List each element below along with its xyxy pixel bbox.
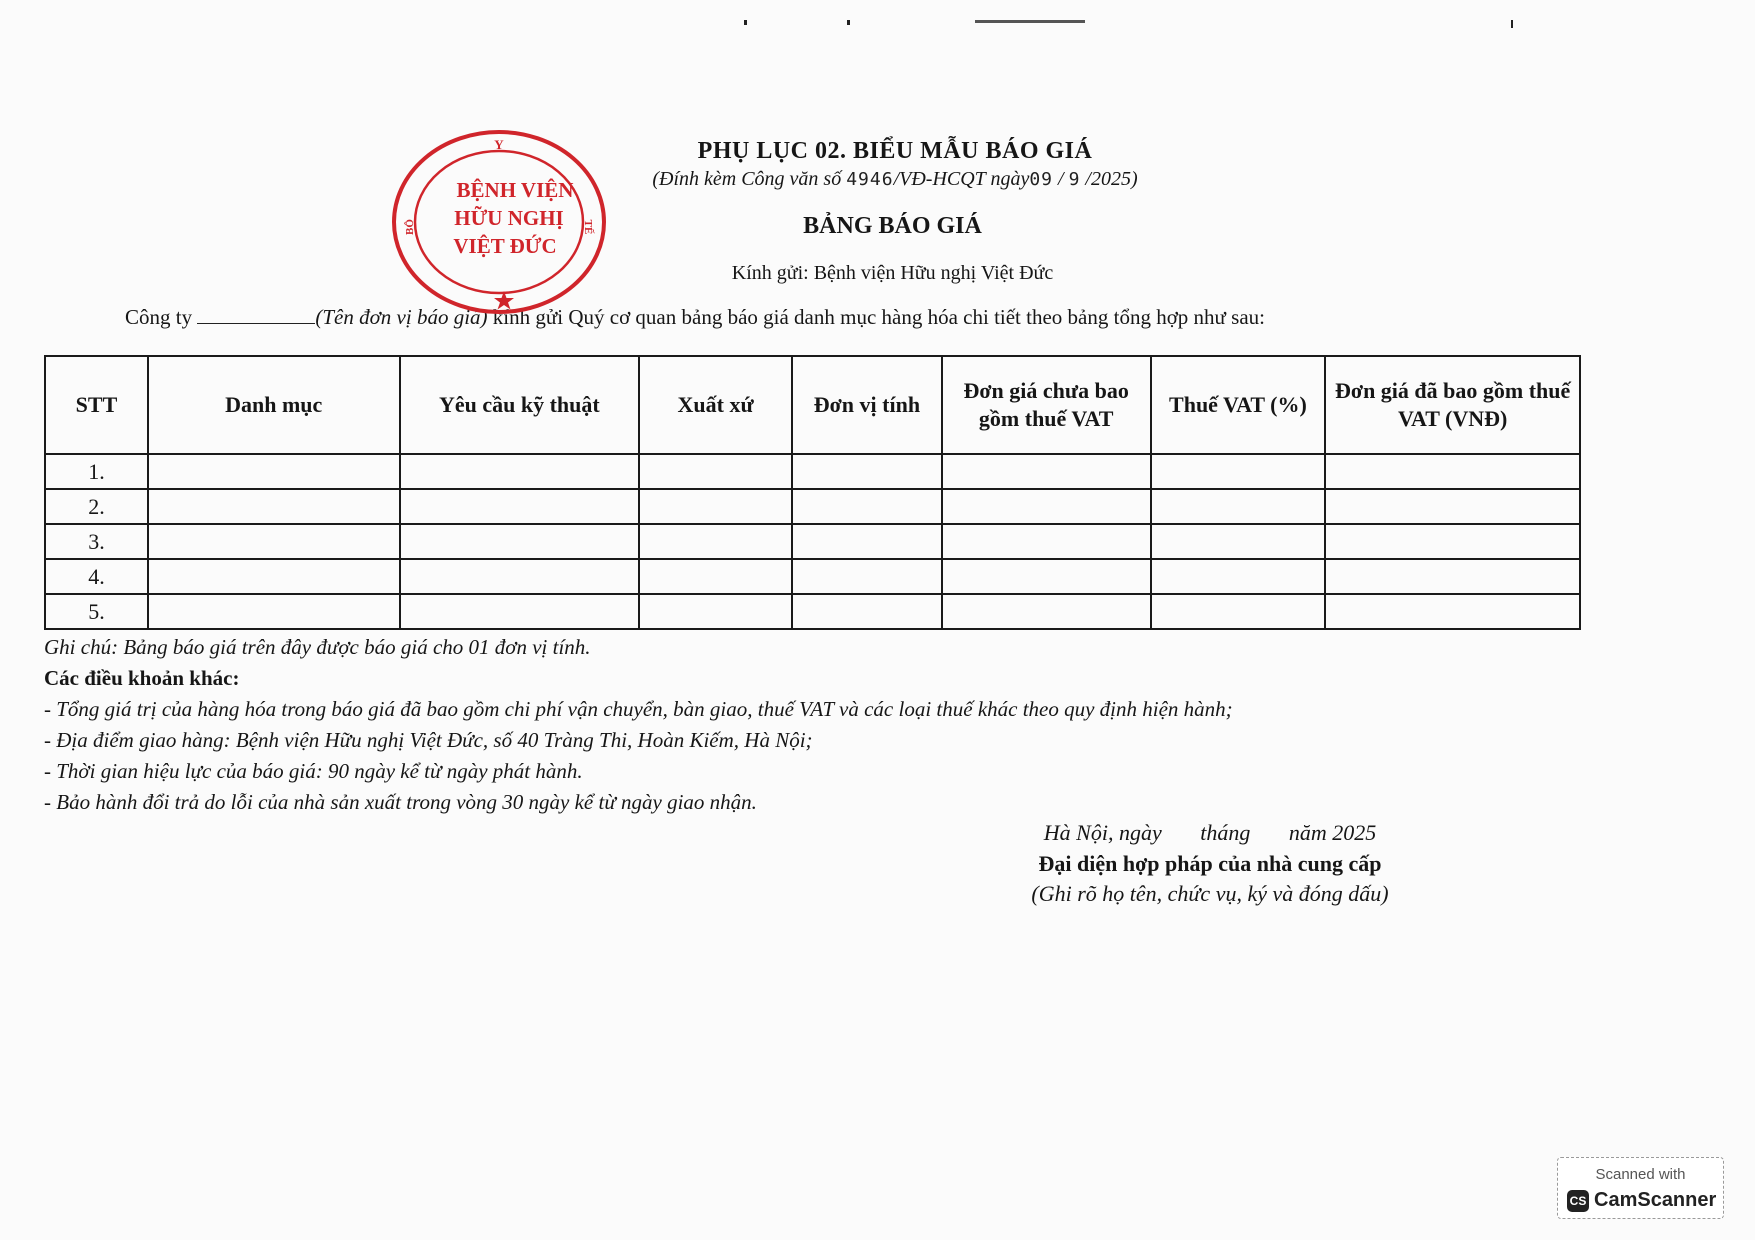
cell-don-vi-tinh[interactable] [792,489,942,524]
cell-don-gia-chua-vat[interactable] [942,594,1151,629]
badge-caption: Scanned with [1595,1166,1686,1183]
quote-table [44,355,1581,630]
term-item: - Bảo hành đổi trả do lỗi của nhà sản xuất trong vòng 30 ngày kể từ ngày giao nhận. [44,790,757,814]
cell-xuat-xu[interactable] [639,489,792,524]
cell-danh-muc[interactable] [148,489,400,524]
subtitle-number: 4946 [846,169,894,190]
header-yeu-cau: Yêu cầu kỹ thuật [400,356,640,454]
terms-title: Các điều khoản khác: [44,666,240,690]
signature-place-date: Hà Nội, ngày tháng năm 2025 [1043,820,1377,845]
cell-don-gia-chua-vat[interactable] [942,489,1151,524]
stamp-ring-top: Y [494,137,504,152]
cell-don-vi-tinh[interactable] [792,524,942,559]
cell-yeu-cau[interactable] [400,454,640,489]
header-don-gia-co-vat: Đơn giá đã bao gồm thuế VAT (VNĐ) [1325,356,1580,454]
company-name-blank[interactable] [197,305,315,324]
badge-brand: CamScanner [1594,1189,1717,1211]
cell-don-gia-co-vat[interactable] [1325,454,1580,489]
cell-yeu-cau[interactable] [400,489,640,524]
cell-danh-muc[interactable] [148,594,400,629]
cell-don-gia-chua-vat[interactable] [942,524,1151,559]
quote-heading: BẢNG BÁO GIÁ [803,213,982,239]
intro-placeholder: (Tên đơn vị báo giá) [315,305,488,329]
cell-danh-muc[interactable] [148,559,400,594]
table-row [45,594,1580,629]
stamp-ring-right: TẾ [582,219,594,235]
subtitle-prefix: (Đính kèm Công văn số [652,168,842,190]
subtitle-suffix: /2025) [1085,168,1138,190]
signature-title: Đại diện hợp pháp của nhà cung cấp [1038,851,1382,876]
table-row [45,559,1580,594]
document-subtitle: (Đính kèm Công văn số 4946/VĐ-HCQT ngày09 / 9 /2025) [652,168,1138,190]
term-item: - Thời gian hiệu lực của báo giá: 90 ngày kể từ ngày phát hành. [44,759,583,783]
cell-thue-vat[interactable] [1151,594,1326,629]
header-xuat-xu: Xuất xứ [639,356,792,454]
cell-thue-vat[interactable] [1151,489,1326,524]
row-number: 1. [45,454,148,489]
subtitle-month: 9 [1068,169,1081,190]
cell-thue-vat[interactable] [1151,454,1326,489]
camscanner-badge [1557,1157,1724,1219]
subtitle-day: 09 [1029,169,1054,190]
stamp-line-3: VIỆT ĐỨC [453,234,557,258]
cell-danh-muc[interactable] [148,454,400,489]
intro-company: Công ty [125,305,198,329]
header-don-vi-tinh: Đơn vị tính [792,356,942,454]
row-number: 4. [45,559,148,594]
cell-danh-muc[interactable] [148,524,400,559]
row-number: 2. [45,489,148,524]
cell-thue-vat[interactable] [1151,559,1326,594]
hospital-stamp [389,127,609,317]
term-item: - Tổng giá trị của hàng hóa trong báo giá đã bao gồm chi phí vận chuyển, bàn giao, thuế VAT và các loại thuế khác theo quy định hiện hành; [44,697,1233,721]
recipient-line: Kính gửi: Bệnh viện Hữu nghị Việt Đức [731,262,1054,284]
header-stt: STT [45,356,148,454]
row-number: 5. [45,594,148,629]
table-header-row [45,356,1580,454]
cell-don-gia-chua-vat[interactable] [942,454,1151,489]
intro-line [125,305,1265,330]
row-number: 3. [45,524,148,559]
subtitle-ref: /VĐ-HCQT ngày [893,168,1030,190]
header-thue-vat: Thuế VAT (%) [1151,356,1326,454]
cell-don-gia-co-vat[interactable] [1325,524,1580,559]
cell-don-vi-tinh[interactable] [792,594,942,629]
stamp-line-2: HỮU NGHỊ [454,206,564,230]
table-row [45,524,1580,559]
cell-xuat-xu[interactable] [639,594,792,629]
cell-xuat-xu[interactable] [639,524,792,559]
table-note: Ghi chú: Bảng báo giá trên đây được báo giá cho 01 đơn vị tính. [44,635,591,659]
cell-xuat-xu[interactable] [639,454,792,489]
cell-xuat-xu[interactable] [639,559,792,594]
cell-yeu-cau[interactable] [400,524,640,559]
cell-don-vi-tinh[interactable] [792,454,942,489]
stamp-line-1: BỆNH VIỆN [456,178,574,202]
term-item: - Địa điểm giao hàng: Bệnh viện Hữu nghị Việt Đức, số 40 Tràng Thi, Hoàn Kiếm, Hà Nội; [44,728,813,752]
table-row [45,489,1580,524]
camscanner-logo-icon: CS [1567,1190,1589,1212]
cell-yeu-cau[interactable] [400,559,640,594]
cell-thue-vat[interactable] [1151,524,1326,559]
intro-rest: kính gửi Quý cơ quan bảng báo giá danh mục hàng hóa chi tiết theo bảng tổng hợp như sau: [487,305,1266,329]
stamp-ring-left: BỘ [404,219,416,235]
cell-don-gia-co-vat[interactable] [1325,489,1580,524]
cell-don-gia-co-vat[interactable] [1325,559,1580,594]
signature-instruction: (Ghi rõ họ tên, chức vụ, ký và đóng dấu) [1031,881,1389,906]
header-don-gia-chua-vat: Đơn giá chưa bao gồm thuế VAT [942,356,1151,454]
cell-don-vi-tinh[interactable] [792,559,942,594]
cell-don-gia-co-vat[interactable] [1325,594,1580,629]
table-row [45,454,1580,489]
document-title: PHỤ LỤC 02. BIỂU MẪU BÁO GIÁ [697,138,1093,164]
cell-yeu-cau[interactable] [400,594,640,629]
header-danh-muc: Danh mục [148,356,400,454]
cell-don-gia-chua-vat[interactable] [942,559,1151,594]
